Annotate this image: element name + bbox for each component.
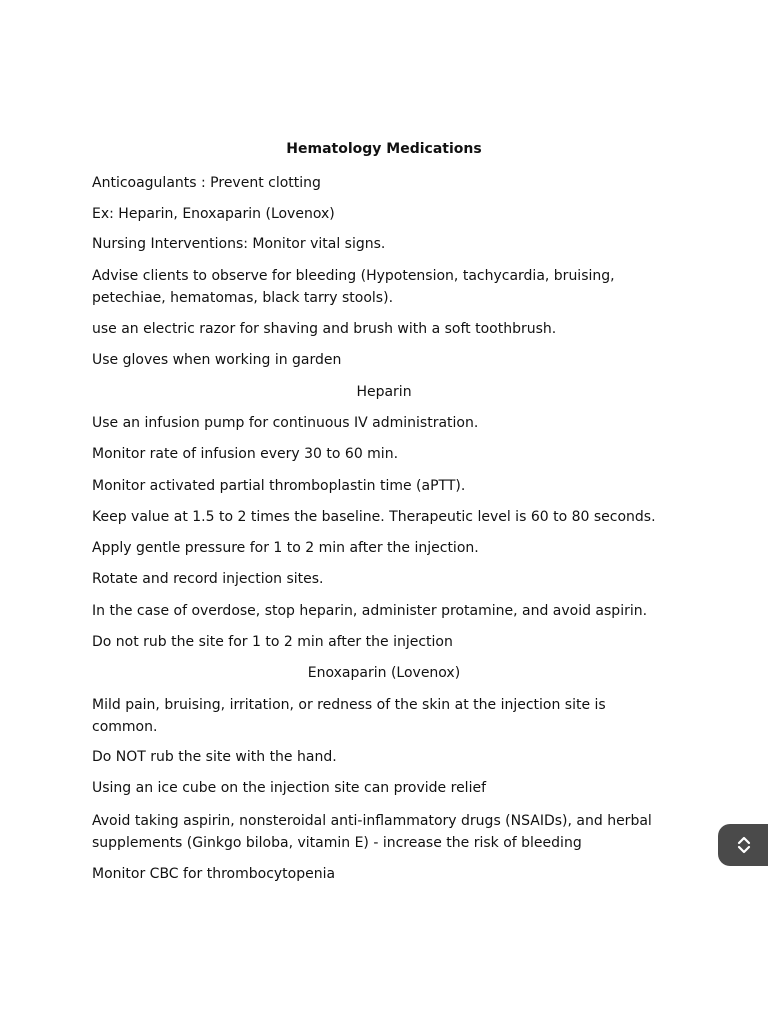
document-line: Use gloves when working in garden: [92, 352, 342, 368]
section-heading-heparin: Heparin: [356, 384, 412, 400]
enoxaparin-line: Do NOT rub the site with the hand.: [92, 749, 337, 765]
chevron-up-icon[interactable]: [736, 835, 752, 845]
page-title: Hematology Medications: [286, 141, 482, 157]
document-line: use an electric razor for shaving and brush with a soft toothbrush.: [92, 321, 557, 337]
heparin-line: Use an infusion pump for continuous IV administration.: [92, 415, 479, 431]
heparin-line: Rotate and record injection sites.: [92, 571, 324, 587]
heparin-line: Do not rub the site for 1 to 2 min after the injection: [92, 634, 453, 650]
heparin-line: Apply gentle pressure for 1 to 2 min after the injection.: [92, 540, 479, 556]
section-heading-enoxaparin: Enoxaparin (Lovenox): [307, 665, 461, 681]
chevron-down-icon[interactable]: [736, 845, 752, 855]
document-line: Nursing Interventions: Monitor vital signs.: [92, 236, 386, 252]
document-line: Advise clients to observe for bleeding (Hypotension, tachycardia, bruising, petechiae, hematomas, black tarry stools).: [92, 268, 615, 306]
heparin-line: Monitor activated partial thromboplastin time (aPTT).: [92, 478, 466, 494]
page-navigation-button[interactable]: [718, 824, 768, 866]
heparin-line: Keep value at 1.5 to 2 times the baseline. Therapeutic level is 60 to 80 seconds.: [92, 509, 656, 525]
document-line: Anticoagulants : Prevent clotting: [92, 175, 321, 191]
heparin-line: Monitor rate of infusion every 30 to 60 min.: [92, 446, 399, 462]
enoxaparin-line: Using an ice cube on the injection site can provide relief: [92, 780, 487, 796]
heparin-line: In the case of overdose, stop heparin, administer protamine, and avoid aspirin.: [92, 603, 648, 619]
enoxaparin-line: Monitor CBC for thrombocytopenia: [92, 866, 336, 882]
enoxaparin-line: Mild pain, bruising, irritation, or redness of the skin at the injection site is common.: [92, 697, 606, 735]
document-line: Ex: Heparin, Enoxaparin (Lovenox): [92, 206, 335, 222]
enoxaparin-line: Avoid taking aspirin, nonsteroidal anti-inflammatory drugs (NSAIDs), and herbal supplements (Ginkgo biloba, vitamin E) - increase the risk of bleeding: [92, 813, 652, 851]
